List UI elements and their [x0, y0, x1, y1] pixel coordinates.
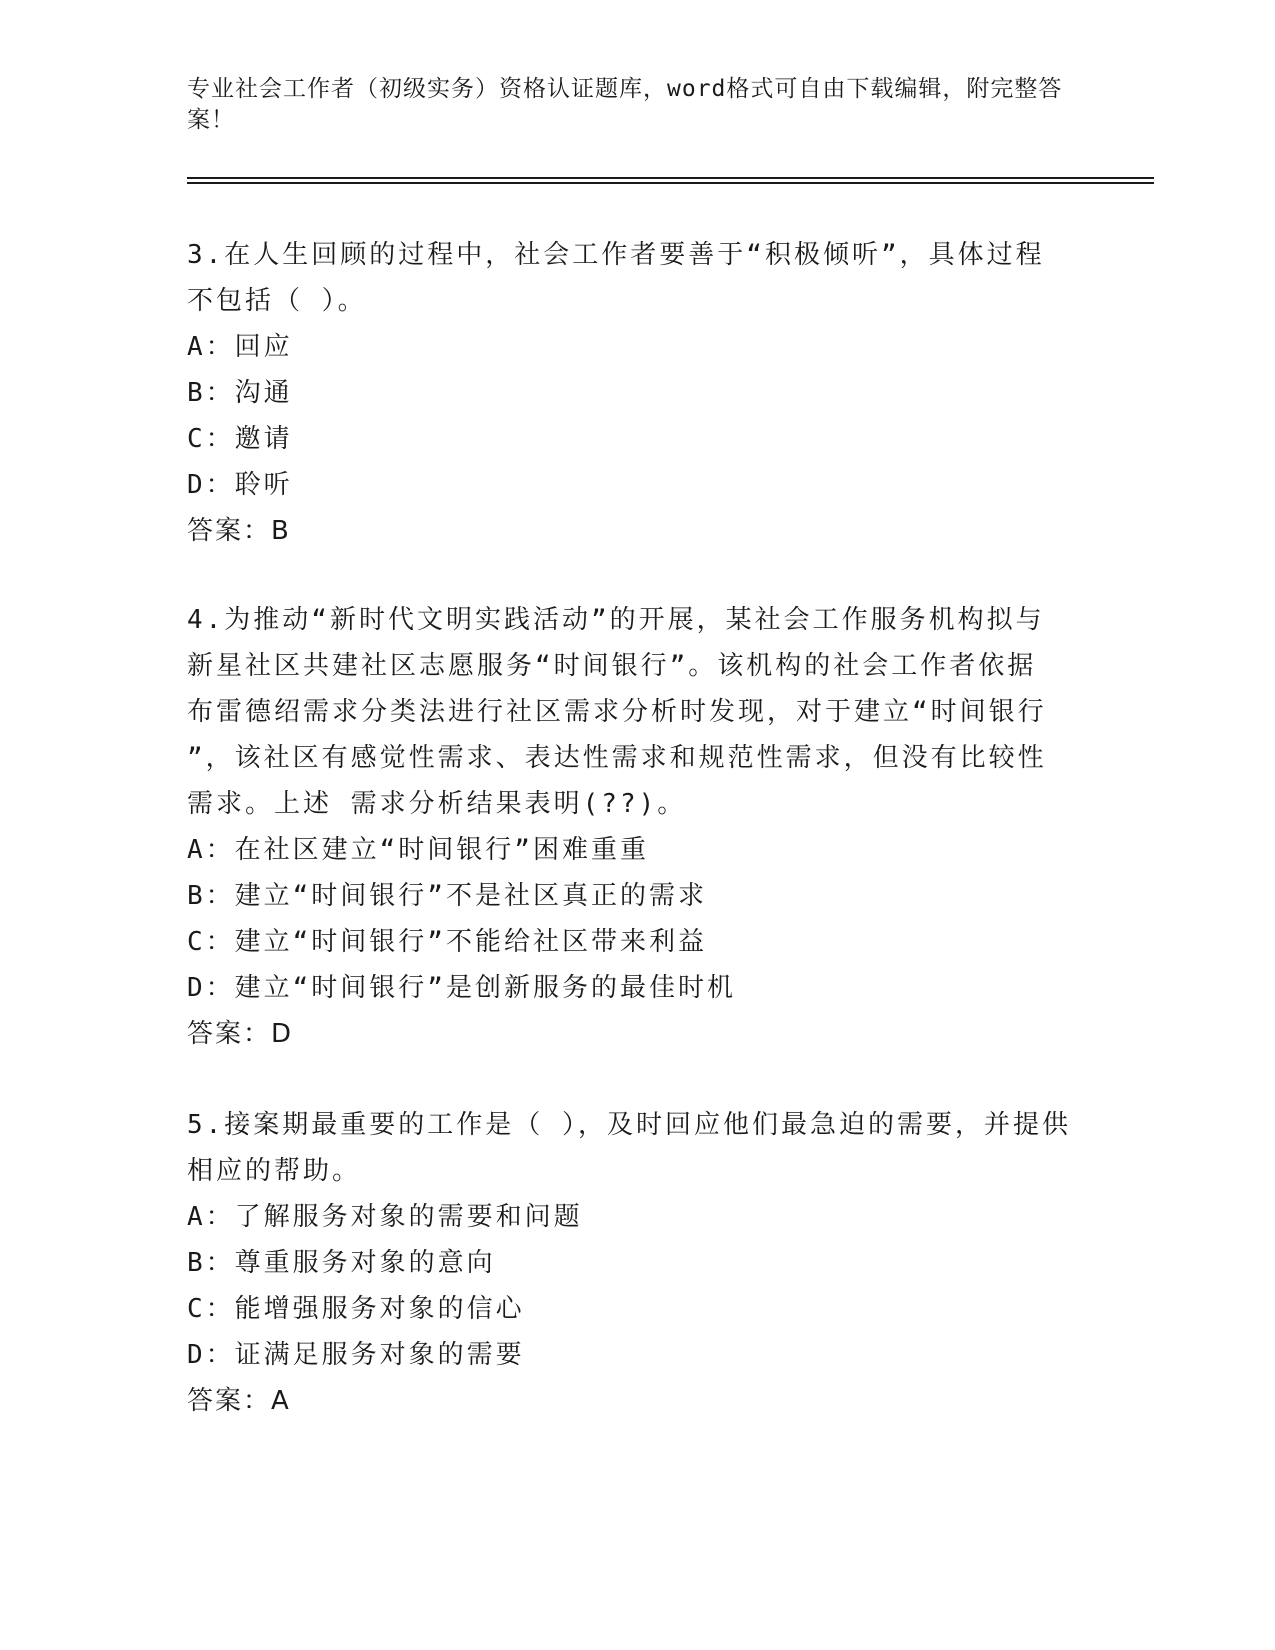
- answer-line: 答案：A: [187, 1386, 291, 1416]
- header-divider: [187, 177, 1154, 179]
- question-stem: ”，该社区有感觉性需求、表达性需求和规范性需求，但没有比较性: [187, 743, 1047, 773]
- option-a: A：回应: [187, 332, 293, 362]
- option-c: C：能增强服务对象的信心: [187, 1294, 525, 1324]
- question-stem: 4.为推动“新时代文明实践活动”的开展，某社会工作服务机构拟与: [187, 605, 1045, 635]
- option-a: A：了解服务对象的需要和问题: [187, 1202, 583, 1232]
- question-block: [187, 232, 1087, 554]
- question-stem: 布雷德绍需求分类法进行社区需求分析时发现，对于建立“时间银行: [187, 697, 1047, 727]
- option-d: D：建立“时间银行”是创新服务的最佳时机: [187, 973, 736, 1003]
- question-stem: 新星社区共建社区志愿服务“时间银行”。该机构的社会工作者依据: [187, 651, 1037, 681]
- question-stem: 不包括（ ）。: [187, 286, 367, 316]
- option-c: C：建立“时间银行”不能给社区带来利益: [187, 927, 707, 957]
- header-divider: [187, 182, 1154, 184]
- answer-line: 答案：B: [187, 516, 291, 546]
- answer-line: 答案：D: [187, 1019, 294, 1049]
- question-block: [187, 1102, 1087, 1424]
- option-b: B：建立“时间银行”不是社区真正的需求: [187, 881, 707, 911]
- document-header: 专业社会工作者（初级实务）资格认证题库，word格式可自由下载编辑，附完整答案！: [187, 76, 1063, 133]
- question-stem: 3.在人生回顾的过程中，社会工作者要善于“积极倾听”，具体过程: [187, 240, 1045, 270]
- option-a: A：在社区建立“时间银行”困难重重: [187, 835, 649, 865]
- question-block: [187, 597, 1087, 1057]
- option-b: B：尊重服务对象的意向: [187, 1248, 496, 1278]
- option-c: C：邀请: [187, 424, 293, 454]
- option-b: B：沟通: [187, 378, 293, 408]
- option-d: D：聆听: [187, 470, 293, 500]
- question-stem: 相应的帮助。: [187, 1156, 362, 1186]
- question-stem: 需求。上述 需求分析结果表明(??)。: [187, 789, 687, 819]
- option-d: D：证满足服务对象的需要: [187, 1340, 525, 1370]
- question-stem: 5.接案期最重要的工作是（ ），及时回应他们最急迫的需要，并提供: [187, 1110, 1071, 1140]
